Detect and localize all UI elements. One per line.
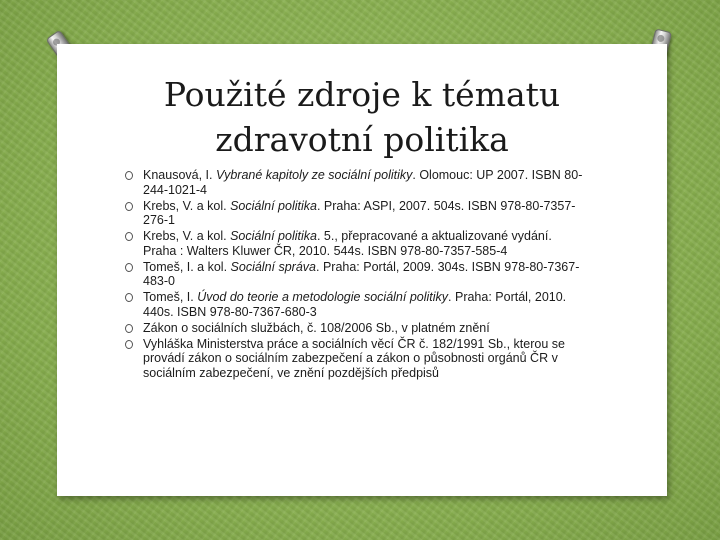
- bullet-circle-icon: [125, 202, 133, 211]
- reference-list: [125, 168, 585, 382]
- reference-item: Krebs, V. a kol. Sociální politika. 5., přepracované a aktualizované vydání. Praha : Walters Kluwer ČR, 2010. 544s. ISBN 978-80-7357-585-4: [125, 229, 585, 258]
- reference-item: Zákon o sociálních službách, č. 108/2006 Sb., v platném znění: [125, 321, 585, 336]
- bullet-circle-icon: [125, 232, 133, 241]
- reference-item: Knausová, I. Vybrané kapitoly ze sociální politiky. Olomouc: UP 2007. ISBN 80-244-1021-4: [125, 168, 585, 197]
- slide-card: [57, 44, 667, 496]
- bullet-circle-icon: [125, 293, 133, 302]
- slide-title-line-2: zdravotní politika: [215, 120, 509, 159]
- bullet-circle-icon: [125, 263, 133, 272]
- slide-title: [57, 72, 667, 162]
- slide-title-line-1: Použité zdroje k tématu: [163, 75, 561, 114]
- bullet-circle-icon: [125, 171, 133, 180]
- bullet-circle-icon: [125, 340, 133, 349]
- reference-item: Krebs, V. a kol. Sociální politika. Praha: ASPI, 2007. 504s. ISBN 978-80-7357-276-1: [125, 199, 585, 228]
- reference-item: Tomeš, I. a kol. Sociální správa. Praha: Portál, 2009. 304s. ISBN 978-80-7367-483-0: [125, 260, 585, 289]
- reference-item: Vyhláška Ministerstva práce a sociálních věcí ČR č. 182/1991 Sb., kterou se provádí zákon o sociálním zabezpečení a zákon o působnosti orgánů ČR v sociálním zabezpečení, ve znění pozdějších předpisů: [125, 337, 585, 381]
- reference-item: Tomeš, I. Úvod do teorie a metodologie sociální politiky. Praha: Portál, 2010. 440s. ISBN 978-80-7367-680-3: [125, 290, 585, 319]
- bullet-circle-icon: [125, 324, 133, 333]
